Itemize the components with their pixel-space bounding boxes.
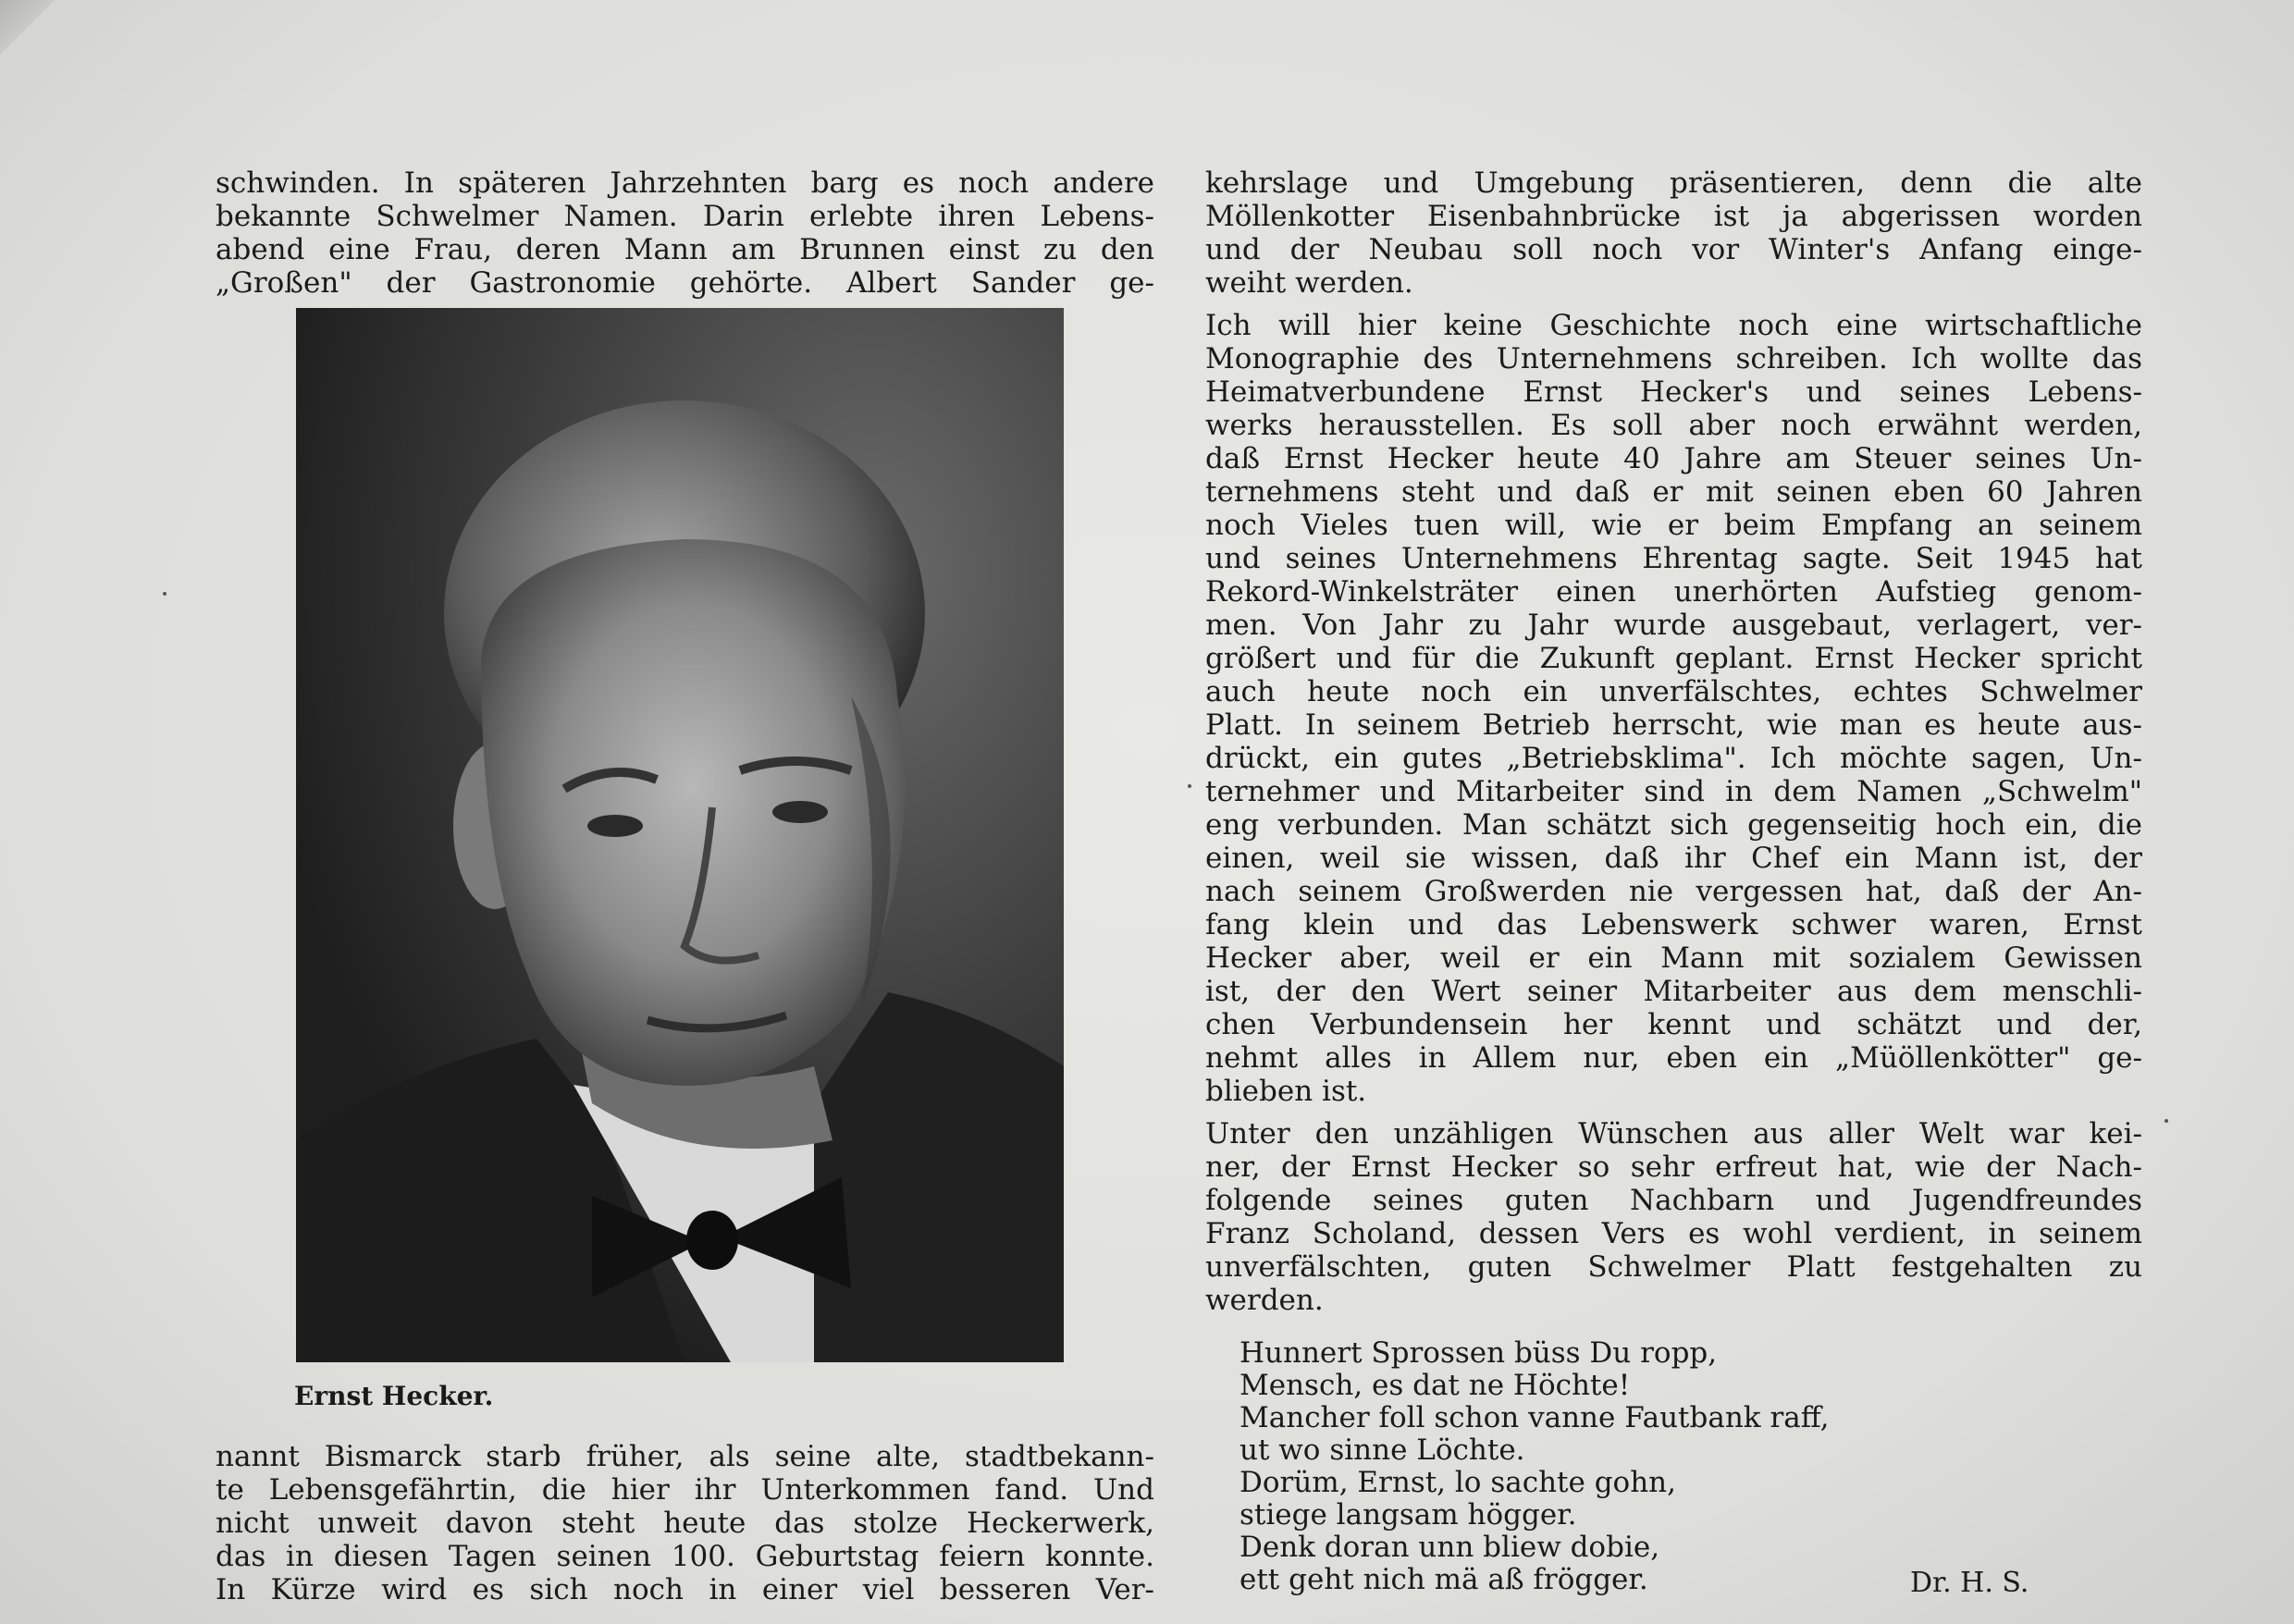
text-line: blieben ist. [1205,1075,1367,1108]
text-line: kehrslage und Umgebung präsentieren, denn die alte [1205,166,2142,200]
scan-speck [1188,784,1191,788]
right-column-text [1205,166,2142,1317]
text-line: werks herausstellen. Es soll aber noch erwähnt werden, [1205,409,2142,442]
text-line: einen, weil sie wissen, daß ihr Chef ein Mann ist, der [1205,842,2142,875]
poem-line: Mancher foll schon vanne Fautbank raff, [1240,1401,1830,1434]
text-line: ternehmens steht und daß er mit seinen eben 60 Jahren [1205,475,2142,509]
text-line: ist, der den Wert seiner Mitarbeiter aus dem menschli- [1205,975,2142,1008]
text-line: auch heute noch ein unverfälschtes, echtes Schwelmer [1205,675,2142,708]
text-line: men. Von Jahr zu Jahr wurde ausgebaut, verlagert, ver- [1205,609,2142,642]
text-line: „Großen" der Gastronomie gehörte. Albert Sander ge- [216,266,1154,300]
left-column-top-text [216,166,1154,300]
text-line: Unter den unzähligen Wünschen aus aller Welt war kei- [1205,1117,2142,1150]
poem-line: ett geht nich mä aß frögger. [1240,1563,1648,1596]
author-signature: Dr. H. S. [1910,1567,2029,1599]
text-line: das in diesen Tagen seinen 100. Geburtstag feiern konnte. [216,1540,1154,1573]
text-line: chen Verbundensein her kennt und schätzt und der, [1205,1008,2142,1041]
text-line: Ich will hier keine Geschichte noch eine wirtschaftliche [1205,309,2142,342]
text-line: nach seinem Großwerden nie vergessen hat, daß der An- [1205,875,2142,908]
text-line: nannt Bismarck starb früher, als seine alte, stadtbekann- [216,1440,1154,1473]
poem-line: stiege langsam högger. [1240,1498,1577,1532]
text-line: und der Neubau soll noch vor Winter's Anfang einge- [1205,233,2142,266]
left-column-bottom-text [216,1440,1154,1606]
text-line: Rekord-Winkelsträter einen unerhörten Aufstieg genom- [1205,575,2142,609]
text-line: werden. [1205,1284,1324,1317]
dialect-poem [1240,1337,1830,1596]
text-line: unverfälschten, guten Schwelmer Platt festgehalten zu [1205,1250,2142,1284]
text-line: folgende seines guten Nachbarn und Jugendfreundes [1205,1184,2142,1217]
poem-line: Dorüm, Ernst, lo sachte gohn, [1240,1466,1676,1499]
scan-speck [163,592,166,596]
paragraph-gap [1205,300,2142,309]
text-line: te Lebensgefährtin, die hier ihr Unterkommen fand. Und [216,1473,1154,1507]
photo-caption: Ernst Hecker. [294,1381,494,1411]
page-corner-fold [0,0,65,55]
text-line: und seines Unternehmens Ehrentag sagte. Seit 1945 hat [1205,542,2142,575]
text-line: eng verbunden. Man schätzt sich gegenseitig hoch ein, die [1205,808,2142,842]
portrait-illustration [296,308,1064,1362]
text-line: Monographie des Unternehmens schreiben. Ich wollte das [1205,342,2142,375]
poem-line: Mensch, es dat ne Höchte! [1240,1369,1631,1402]
text-line: Heimatverbundene Ernst Hecker's und seines Lebens- [1205,375,2142,409]
text-line: drückt, ein gutes „Betriebsklima". Ich möchte sagen, Un- [1205,742,2142,775]
scan-speck [2164,1119,2168,1123]
text-line: weiht werden. [1205,266,1413,300]
text-line: schwinden. In späteren Jahrzehnten barg es noch andere [216,166,1154,200]
text-line: daß Ernst Hecker heute 40 Jahre am Steuer seines Un- [1205,442,2142,475]
text-line: bekannte Schwelmer Namen. Darin erlebte ihren Lebens- [216,200,1154,233]
poem-line: Hunnert Sprossen büss Du ropp, [1240,1336,1718,1370]
portrait-photo [296,308,1064,1362]
text-line: ner, der Ernst Hecker so sehr erfreut hat, wie der Nach- [1205,1150,2142,1184]
text-line: noch Vieles tuen will, wie er beim Empfang an seinem [1205,509,2142,542]
text-line: Platt. In seinem Betrieb herrscht, wie man es heute aus- [1205,708,2142,742]
text-line: In Kürze wird es sich noch in einer viel besseren Ver- [216,1573,1154,1606]
paragraph-gap [1205,1108,2142,1117]
text-line: Franz Scholand, dessen Vers es wohl verdient, in seinem [1205,1217,2142,1250]
text-line: ternehmer und Mitarbeiter sind in dem Namen „Schwelm" [1205,775,2142,808]
text-line: fang klein und das Lebenswerk schwer waren, Ernst [1205,908,2142,941]
text-line: nehmt alles in Allem nur, eben ein „Müöllenkötter" ge- [1205,1041,2142,1075]
text-line: Hecker aber, weil er ein Mann mit sozialem Gewissen [1205,941,2142,975]
text-line: Möllenkotter Eisenbahnbrücke ist ja abgerissen worden [1205,200,2142,233]
text-line: nicht unweit davon steht heute das stolze Heckerwerk, [216,1507,1154,1540]
text-line: abend eine Frau, deren Mann am Brunnen einst zu den [216,233,1154,266]
text-line: größert und für die Zukunft geplant. Ernst Hecker spricht [1205,642,2142,675]
poem-line: ut wo sinne Löchte. [1240,1433,1525,1467]
poem-line: Denk doran unn bliew dobie, [1240,1531,1660,1564]
